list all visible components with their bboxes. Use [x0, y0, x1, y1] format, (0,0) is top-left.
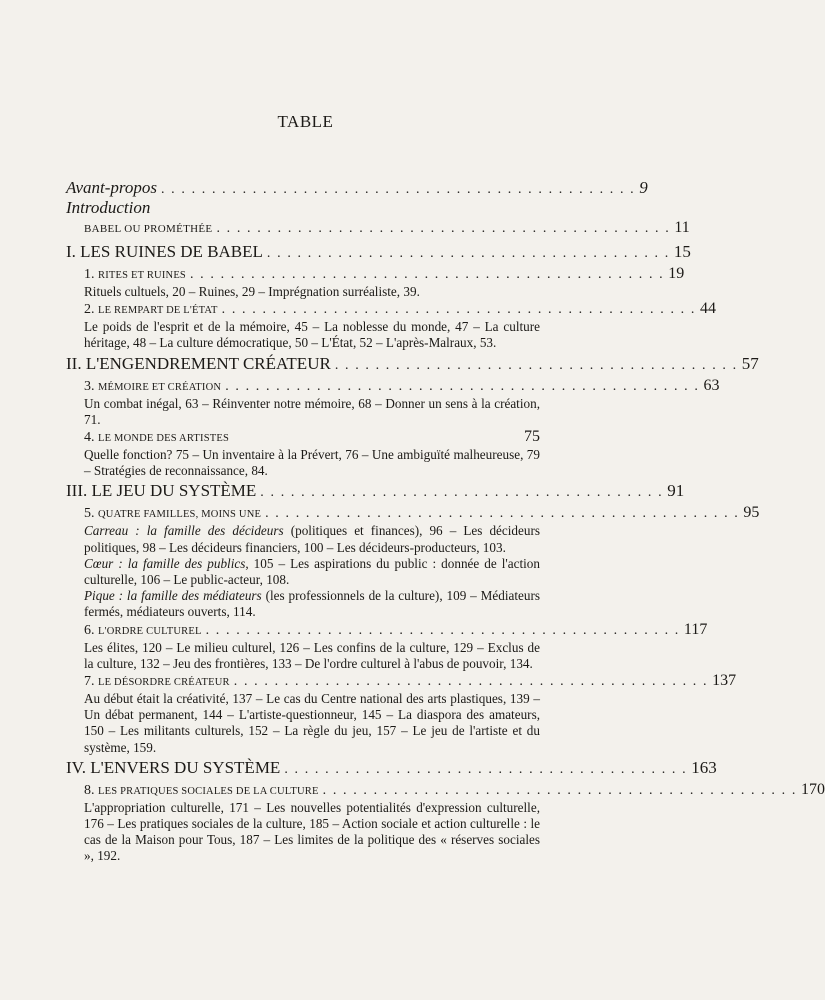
chapter-6-summary: Les élites, 120 – Le milieu culturel, 126 – Les confins de la culture, 129 – Exclus de la culture, 132 – Jeu des frontières, 133 – De l'ordre culturel à l'abus de pouvoir, 134. — [84, 639, 540, 671]
chapter-1-summary: Rituels cultuels, 20 – Ruines, 29 – Imprégnation surréaliste, 39. — [84, 284, 420, 299]
toc-chapter-7[interactable] — [66, 672, 737, 691]
toc-page-number: 57 — [741, 353, 759, 373]
toc-page-number: 11 — [674, 219, 690, 236]
toc-page-number: 163 — [691, 757, 717, 777]
toc-chapter-1[interactable] — [66, 265, 685, 284]
chapter-number: 6. — [84, 622, 95, 638]
toc-part-3[interactable] — [66, 480, 685, 504]
chapter-number: 3. — [84, 378, 95, 394]
coeur-text: , 105 – Les aspirations du public : donnée de l'action culturelle, 106 – Le public-acteur, 108. — [84, 555, 540, 588]
leader-dots: . . . . . . . . . . . . . . . . . . . . . . . . . . . . . . . . . . . . . . . . — [334, 357, 738, 373]
chapter-number: 7. — [84, 674, 95, 690]
leader-dots: . . . . . . . . . . . . . . . . . . . . . . . . . . . . . . . . . . . . . . . . . . . . . . . — [322, 782, 797, 798]
toc-label: Avant-propos — [66, 178, 157, 197]
leader-dots: . . . . . . . . . . . . . . . . . . . . . . . . . . . . . . . . . . . . . . . . . . . . . . . — [160, 182, 636, 197]
toc-label: I. LES RUINES DE BABEL — [66, 242, 263, 261]
leader-dots: . . . . . . . . . . . . . . . . . . . . . . . . . . . . . . . . . . . . . . . . . . . . . . . — [265, 506, 740, 522]
toc-label: LE MONDE DES ARTISTES — [98, 433, 230, 445]
carreau-text: (politiques et finances), 96 – Les décideurs politiques, 98 – Les décideurs financiers, 100 – Les décideurs-producteurs, 103. — [84, 523, 540, 555]
toc-page-number: 95 — [743, 504, 760, 522]
toc-label: LE REMPART DE L'ÉTAT — [98, 305, 218, 317]
toc-label: QUATRE FAMILLES, MOINS UNE — [98, 509, 262, 521]
carreau-heading: Carreau : la famille des décideurs — [84, 523, 284, 539]
toc-page-number: 9 — [639, 178, 648, 197]
toc-page-number: 170 — [800, 780, 825, 798]
leader-dots: . . . . . . . . . . . . . . . . . . . . . . . . . . . . . . . . . . . . . . . . . . . . . . . — [205, 622, 680, 638]
leader-dots: . . . . . . . . . . . . . . . . . . . . . . . . . . . . . . . . . . . . . . . . . . . . . . . — [189, 267, 665, 282]
chapter-5-summary — [66, 523, 540, 620]
leader-dots: . . . . . . . . . . . . . . . . . . . . . . . . . . . . . . . . . . . . . . . . — [284, 761, 688, 777]
chapter-4-summary: Quelle fonction? 75 – Un inventaire à la Prévert, 76 – Une ambiguïté malheureuse, 79 – Stratégies de reconnaissance, 84. — [84, 447, 540, 479]
leader-dots: . . . . . . . . . . . . . . . . . . . . . . . . . . . . . . . . . . . . . . . . . . . . . . . — [221, 302, 696, 318]
pique-text: (les professionnels de la culture), 109 – Médiateurs fermés, médiateurs ouverts, 114. — [84, 588, 540, 620]
toc-part-1[interactable] — [66, 241, 691, 265]
toc-label: II. L'ENGENDREMENT CRÉATEUR — [66, 353, 331, 373]
page-title: TABLE — [277, 112, 334, 131]
leader-dots: . . . . . . . . . . . . . . . . . . . . . . . . . . . . . . . . . . . . . . . . — [266, 246, 670, 261]
toc-label: LES PRATIQUES SOCIALES DE LA CULTURE — [98, 785, 319, 797]
toc-label: RITES ET RUINES — [98, 270, 186, 281]
chapter-number: 5. — [84, 506, 95, 522]
toc-page-number: 91 — [667, 481, 685, 501]
toc-label: BABEL OU PROMÉTHÉE — [84, 223, 213, 235]
toc-chapter-8[interactable] — [66, 780, 825, 800]
toc-page-number: 117 — [683, 620, 708, 638]
leader-dots: . . . . . . . . . . . . . . . . . . . . . . . . . . . . . . . . . . . . . . . . . . . . . . . — [225, 378, 700, 394]
chapter-number: 8. — [84, 782, 95, 798]
toc-page-number: 137 — [712, 672, 737, 690]
toc-page-number: 75 — [524, 428, 540, 446]
toc-entry-avant-propos[interactable] — [66, 178, 648, 198]
pique-heading: Pique : la famille des médiateurs — [84, 588, 262, 604]
toc-page-number: 44 — [699, 300, 716, 318]
toc-page-number: 15 — [673, 242, 691, 261]
toc-label: LE DÉSORDRE CRÉATEUR — [98, 677, 230, 689]
chapter-number: 1. — [84, 267, 95, 282]
toc-page-number: 63 — [703, 376, 720, 394]
chapter-3-summary: Un combat inégal, 63 – Réinventer notre mémoire, 68 – Donner un sens à la création, 71. — [84, 395, 540, 427]
coeur-heading: Cœur : la famille des publics — [84, 555, 246, 571]
toc-entry-babel[interactable] — [66, 217, 690, 240]
toc-entry-introduction[interactable]: Introduction — [66, 198, 151, 217]
toc-label: III. LE JEU DU SYSTÈME — [66, 481, 257, 501]
toc-chapter-3[interactable] — [66, 376, 720, 396]
toc-chapter-4[interactable] — [66, 428, 540, 447]
toc-label: L'ORDRE CULTUREL — [98, 625, 202, 637]
leader-dots: . . . . . . . . . . . . . . . . . . . . . . . . . . . . . . . . . . . . . . . . . . . . . . . — [233, 674, 709, 690]
leader-dots: . . . . . . . . . . . . . . . . . . . . . . . . . . . . . . . . . . . . . . . . — [260, 485, 664, 501]
toc-part-4[interactable] — [66, 757, 717, 781]
leader-dots: . . . . . . . . . . . . . . . . . . . . . . . . . . . . . . . . . . . . . . . . . . . . . — [216, 221, 671, 236]
chapter-8-summary: L'appropriation culturelle, 171 – Les nouvelles potentialités d'expression culturelle, 176 – Les pratiques sociales de la culture, 185 – Action sociale et action culturelle : le cas de la Maison pour Tous, 187 – Les limites de la politique des « réserves sociales », 192. — [84, 799, 540, 864]
toc-part-2[interactable] — [66, 353, 759, 377]
chapter-number: 4. — [84, 430, 95, 446]
chapter-2-summary: Le poids de l'esprit et de la mémoire, 45 – La noblesse du monde, 47 – La culture héritage, 48 – La culture démocratique, 50 – L'État, 52 – L'après-Malraux, 53. — [84, 319, 540, 351]
toc-page-number: 19 — [668, 265, 685, 282]
chapter-number: 2. — [84, 302, 95, 318]
table-of-contents — [66, 178, 825, 865]
toc-chapter-6[interactable] — [66, 620, 708, 640]
toc-chapter-2[interactable] — [66, 300, 716, 319]
toc-chapter-5[interactable] — [66, 504, 760, 523]
toc-label: MÉMOIRE ET CRÉATION — [98, 381, 222, 393]
chapter-7-summary: Au début était la créativité, 137 – Le cas du Centre national des arts plastiques, 139 – Un débat permanent, 144 – L'artiste-questionneur, 145 – La diaspora des amateurs, 150 – Les militants culturels, 152 – La règle du jeu, 157 – Le jeu de l'artiste et du système, 159. — [84, 691, 540, 755]
toc-label: IV. L'ENVERS DU SYSTÈME — [66, 757, 281, 777]
